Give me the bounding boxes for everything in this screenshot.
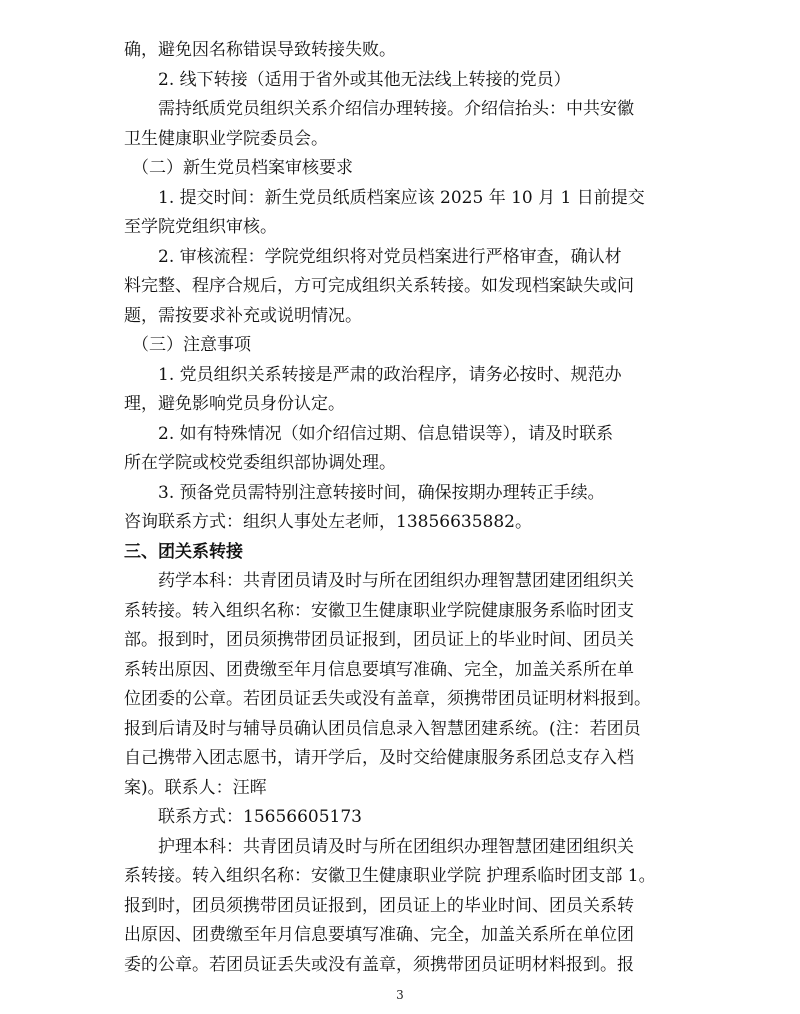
text-line: 委的公章。若团员证丢失或没有盖章，须携带团员证明材料报到。报 xyxy=(124,955,634,975)
section-heading-archive-review: （二）新生党员档案审核要求 xyxy=(132,158,353,178)
contact-phone-line: 联系方式：15656605173 xyxy=(158,807,362,827)
paragraph-pharmacy: 药学本科：共青团员请及时与所在团组织办理智慧团建团组织关 xyxy=(158,571,634,591)
text-line: 出原因、团费缴至年月信息要填写准确、完全，加盖关系所在单位团 xyxy=(124,925,634,945)
list-item-review-process: 2. 审核流程：学院党组织将对党员档案进行严格审查，确认材 xyxy=(158,247,622,267)
list-item-submit-time: 1. 提交时间：新生党员纸质档案应该 2025 年 10 月 1 日前提交 xyxy=(158,188,645,208)
contact-line: 咨询联系方式：组织人事处左老师，13856635882。 xyxy=(124,512,532,532)
text-line: 所在学院或校党委组织部协调处理。 xyxy=(124,453,396,473)
section-title-league-transfer: 三、团关系转接 xyxy=(124,542,243,562)
text-line: 理，避免影响党员身份认定。 xyxy=(124,394,345,414)
list-item-note-1: 1. 党员组织关系转接是严肃的政治程序，请务必按时、规范办 xyxy=(158,365,622,385)
list-item-offline-transfer: 2. 线下转接（适用于省外或其他无法线上转接的党员） xyxy=(158,70,571,90)
list-item-note-2: 2. 如有特殊情况（如介绍信过期、信息错误等），请及时联系 xyxy=(158,424,614,444)
text-line: 料完整、程序合规后，方可完成组织关系转接。如发现档案缺失或问 xyxy=(124,276,634,296)
text-line: 系转出原因、团费缴至年月信息要填写准确、完全，加盖关系所在单 xyxy=(124,660,634,680)
paragraph-line: 需持纸质党员组织关系介绍信办理转接。介绍信抬头：中共安徽 xyxy=(158,99,634,119)
text-line: 系转接。转入组织名称：安徽卫生健康职业学院健康服务系临时团支 xyxy=(124,601,634,621)
text-line: 题，需按要求补充或说明情况。 xyxy=(124,306,362,326)
text-line: 系转接。转入组织名称：安徽卫生健康职业学院 护理系临时团支部 1。 xyxy=(124,866,656,886)
text-line: 至学院党组织审核。 xyxy=(124,217,277,237)
paragraph-nursing: 护理本科：共青团员请及时与所在团组织办理智慧团建团组织关 xyxy=(158,837,634,857)
text-line: 卫生健康职业学院委员会。 xyxy=(124,129,328,149)
text-line: 案)。联系人：汪晖 xyxy=(124,778,267,798)
text-line: 报到后请及时与辅导员确认团员信息录入智慧团建系统。(注：若团员 xyxy=(124,719,641,739)
list-item-note-3: 3. 预备党员需特别注意转接时间，确保按期办理转正手续。 xyxy=(158,483,605,503)
text-line: 部。报到时，团员须携带团员证报到，团员证上的毕业时间、团员关 xyxy=(124,630,634,650)
text-line: 位团委的公章。若团员证丢失或没有盖章，须携带团员证明材料报到。 xyxy=(124,689,651,709)
text-line: 报到时，团员须携带团员证报到，团员证上的毕业时间、团员关系转 xyxy=(124,896,634,916)
text-line: 确，避免因名称错误导致转接失败。 xyxy=(124,40,396,60)
page-number: 3 xyxy=(396,988,404,1002)
text-line: 自己携带入团志愿书，请开学后，及时交给健康服务系团总支存入档 xyxy=(124,748,634,768)
section-heading-notes: （三）注意事项 xyxy=(132,335,251,355)
